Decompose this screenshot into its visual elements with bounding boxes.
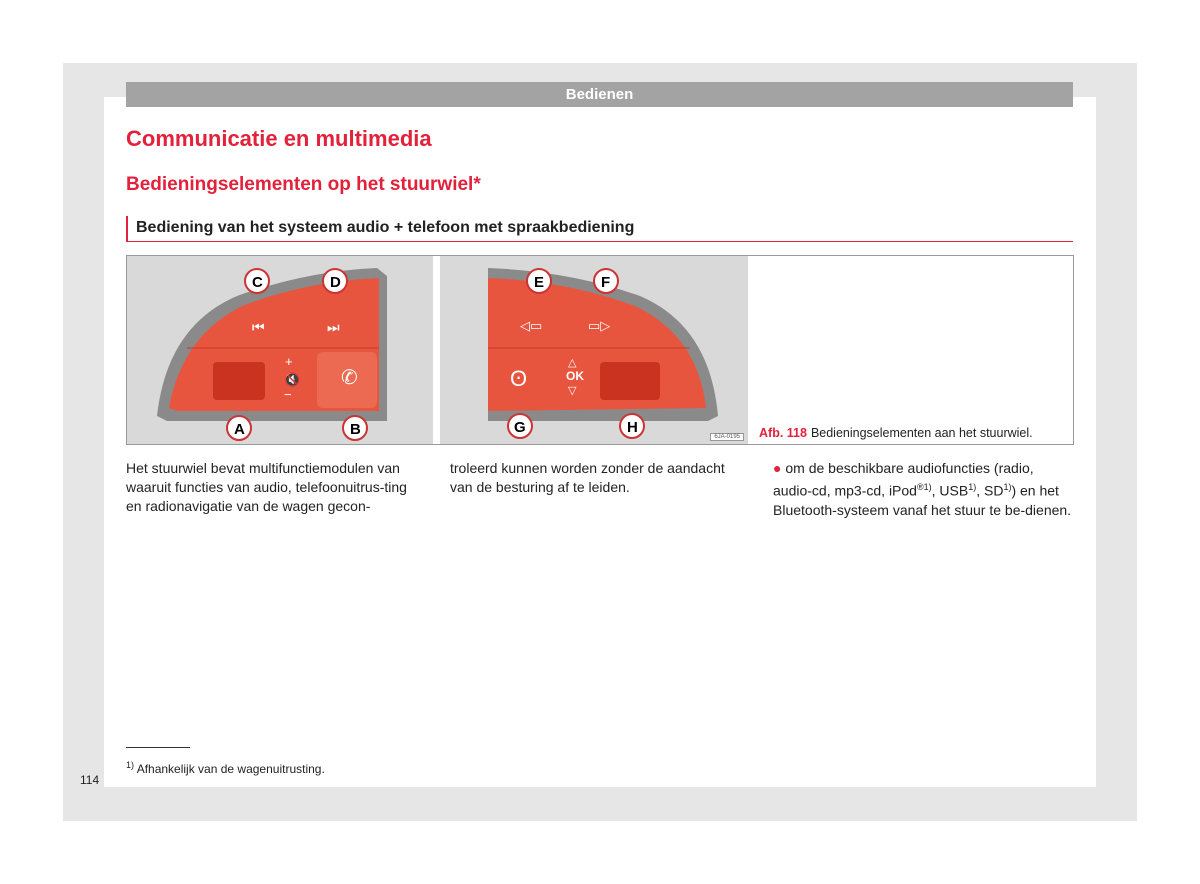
svg-text:+: + xyxy=(285,354,293,369)
svg-text:△: △ xyxy=(568,357,577,369)
right-steering-controls-illustration xyxy=(440,256,748,444)
svg-text:✆: ✆ xyxy=(341,367,358,389)
svg-text:OK: OK xyxy=(566,369,584,383)
svg-text:E: E xyxy=(534,274,545,291)
section-heading: Bediening van het systeem audio + telefoon met spraakbediening xyxy=(126,216,1073,242)
svg-text:▽: ▽ xyxy=(568,385,577,397)
svg-text:B: B xyxy=(350,421,361,438)
svg-text:◁▭: ◁▭ xyxy=(520,318,543,333)
page-subtitle: Bedieningselementen op het stuurwiel* xyxy=(126,174,481,195)
footnote: $^{1)}$ Afhankelijk van de wagenuitrusting. xyxy=(126,760,325,776)
svg-text:ʘ: ʘ xyxy=(510,366,528,391)
svg-text:⏮: ⏮ xyxy=(252,319,265,335)
svg-text:G: G xyxy=(514,419,526,436)
svg-text:F: F xyxy=(601,274,611,291)
svg-text:▭▷: ▭▷ xyxy=(588,318,611,333)
svg-text:−: − xyxy=(284,387,292,402)
svg-text:D: D xyxy=(330,274,341,291)
footnote-divider xyxy=(126,747,190,748)
figure xyxy=(126,255,1074,445)
section-header: Bedienen xyxy=(126,82,1073,107)
svg-text:🔇: 🔇 xyxy=(284,372,301,387)
svg-text:⏭: ⏭ xyxy=(327,319,340,335)
page-number: 114 xyxy=(80,773,100,787)
svg-text:H: H xyxy=(627,419,638,436)
figure-code: 6JA-0195 xyxy=(710,433,744,441)
body-column-1: Het stuurwiel bevat multifunctiemodulen van waaruit functies van audio, telefoonuitrus-ting en radionavigatie van de wagen gecon- xyxy=(126,460,407,514)
body-column-3: ● om de beschikbare audiofuncties (radio, audio-cd, mp3-cd, iPod$^{®1)}$, USB$^{1)}$, SD$^{1)}$) en het Bluetooth-systeem vanaf het stuur te be-dienen. xyxy=(773,460,1072,518)
svg-text:A: A xyxy=(234,421,245,438)
figure-caption: Afb. 118 Bedieningselementen aan het stuurwiel. xyxy=(759,426,1033,440)
page-title: Communicatie en multimedia xyxy=(126,126,432,151)
svg-text:C: C xyxy=(252,274,263,291)
body-column-2: troleerd kunnen worden zonder de aandacht van de besturing af te leiden. xyxy=(450,460,725,495)
left-steering-controls-illustration xyxy=(127,256,433,444)
